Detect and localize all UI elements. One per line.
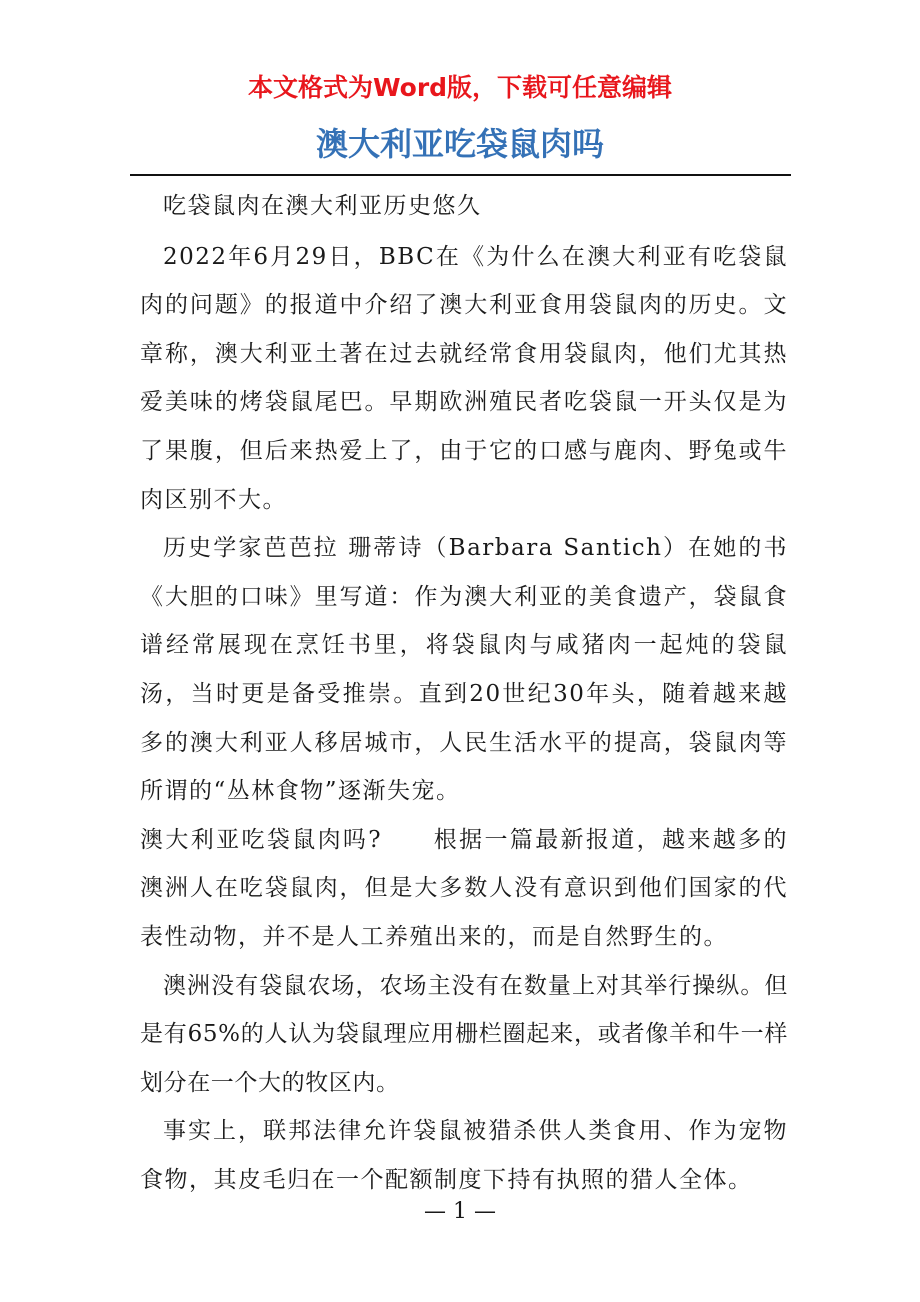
paragraph: 2022年6月29日，BBC在《为什么在澳大利亚有吃袋鼠肉的问题》的报道中介绍了澳大利亚食用袋鼠肉的历史。文章称，澳大利亚土著在过去就经常食用袋鼠肉，他们尤其热爱美味的烤袋鼠尾巴。早期欧洲殖民者吃袋鼠一开头仅是为了果腹，但后来热爱上了，由于它的口感与鹿肉、野兔或牛肉区别不大。 bbox=[140, 243, 788, 513]
document-body bbox=[140, 182, 788, 1204]
paragraph-subheading: 吃袋鼠肉在澳大利亚历史悠久 bbox=[163, 193, 482, 219]
title-divider bbox=[130, 174, 791, 176]
document-title: 澳大利亚吃袋鼠肉吗 bbox=[315, 125, 604, 163]
paragraph: 澳洲没有袋鼠农场，农场主没有在数量上对其举行操纵。但是有65%的人认为袋鼠理应用栅栏圈起来，或者像羊和牛一样划分在一个大的牧区内。 bbox=[140, 972, 788, 1096]
format-notice: 本文格式为Word版，下载可任意编辑 bbox=[247, 73, 673, 102]
page-number: — 1 — bbox=[424, 1199, 496, 1224]
paragraph: 事实上，联邦法律允许袋鼠被猎杀供人类食用、作为宠物食物，其皮毛归在一个配额制度下持有执照的猎人全体。 bbox=[140, 1118, 788, 1193]
paragraph: 历史学家芭芭拉 珊蒂诗（Barbara Santich）在她的书《大胆的口味》里写道：作为澳大利亚的美食遗产，袋鼠食谱经常展现在烹饪书里，将袋鼠肉与咸猪肉一起炖的袋鼠汤，当时更是备受推崇。直到20世纪30年头，随着越来越多的澳大利亚人移居城市，人民生活水平的提高，袋鼠肉等所谓的“丛林食物”逐渐失宠。 bbox=[140, 535, 788, 805]
paragraph: 澳大利亚吃袋鼠肉吗? 根据一篇最新报道，越来越多的澳洲人在吃袋鼠肉，但是大多数人没有意识到他们国家的代表性动物，并不是人工养殖出来的，而是自然野生的。 bbox=[140, 826, 788, 950]
